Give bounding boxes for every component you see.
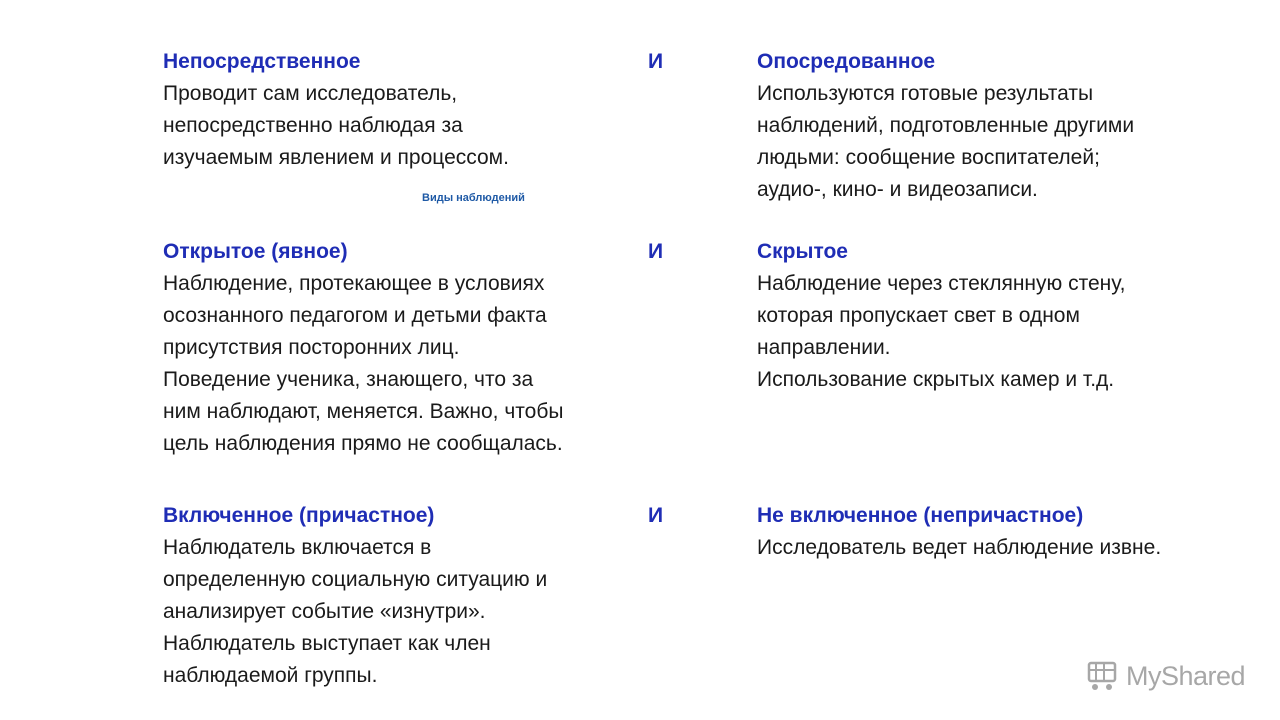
type-description xyxy=(163,268,643,460)
description-line: людьми: сообщение воспитателей; xyxy=(757,146,1100,169)
cart-icon xyxy=(1086,659,1120,693)
type-title: Опосредованное xyxy=(757,50,936,73)
description-line: Наблюдение, протекающее в условиях xyxy=(163,272,545,295)
description-line: Использование скрытых камер и т.д. xyxy=(757,368,1115,391)
type-description xyxy=(163,78,643,174)
description-line: непосредственно наблюдая за xyxy=(163,114,463,137)
description-line: Наблюдение через стеклянную стену, xyxy=(757,272,1126,295)
right-column xyxy=(757,500,1237,564)
type-description xyxy=(757,268,1237,396)
connector-label: И xyxy=(648,50,664,73)
connector xyxy=(648,236,678,268)
type-description xyxy=(163,532,643,692)
description-line: Поведение ученика, знающего, что за xyxy=(163,368,534,391)
description-line: наблюдений, подготовленные другими xyxy=(757,114,1135,137)
watermark-text: MyShared xyxy=(1126,660,1246,691)
connector xyxy=(648,500,678,532)
description-line: которая пропускает свет в одном xyxy=(757,304,1080,327)
connector-label: И xyxy=(648,240,664,263)
watermark xyxy=(1086,656,1245,696)
type-title: Включенное (причастное) xyxy=(163,504,435,527)
description-line: определенную социальную ситуацию и xyxy=(163,568,548,591)
type-title: Не включенное (непричастное) xyxy=(757,504,1084,527)
left-column xyxy=(163,236,643,460)
type-title: Открытое (явное) xyxy=(163,240,348,263)
description-line: изучаемым явлением и процессом. xyxy=(163,146,509,169)
description-line: цель наблюдения прямо не сообщалась. xyxy=(163,432,563,455)
type-title: Непосредственное xyxy=(163,50,361,73)
description-line: анализирует событие «изнутри». xyxy=(163,600,486,623)
caption: Виды наблюдений xyxy=(422,192,525,204)
right-column xyxy=(757,236,1237,396)
description-line: присутствия посторонних лиц. xyxy=(163,336,460,359)
description-line: Используются готовые результаты xyxy=(757,82,1094,105)
description-line: наблюдаемой группы. xyxy=(163,664,378,687)
type-description xyxy=(757,532,1237,564)
description-line: аудио-, кино- и видеозаписи. xyxy=(757,178,1038,201)
description-line: ним наблюдают, меняется. Важно, чтобы xyxy=(163,400,564,423)
left-column xyxy=(163,46,643,174)
type-description xyxy=(757,78,1237,206)
description-line: направлении. xyxy=(757,336,891,359)
connector xyxy=(648,46,678,78)
description-line: Наблюдатель выступает как член xyxy=(163,632,491,655)
description-line: осознанного педагогом и детьми факта xyxy=(163,304,547,327)
left-column xyxy=(163,500,643,692)
right-column xyxy=(757,46,1237,201)
description-line: Проводит сам исследователь, xyxy=(163,82,458,105)
description-line: Исследователь ведет наблюдение извне. xyxy=(757,536,1162,559)
connector-label: И xyxy=(648,504,664,527)
description-line: Наблюдатель включается в xyxy=(163,536,432,559)
type-title: Скрытое xyxy=(757,240,848,263)
